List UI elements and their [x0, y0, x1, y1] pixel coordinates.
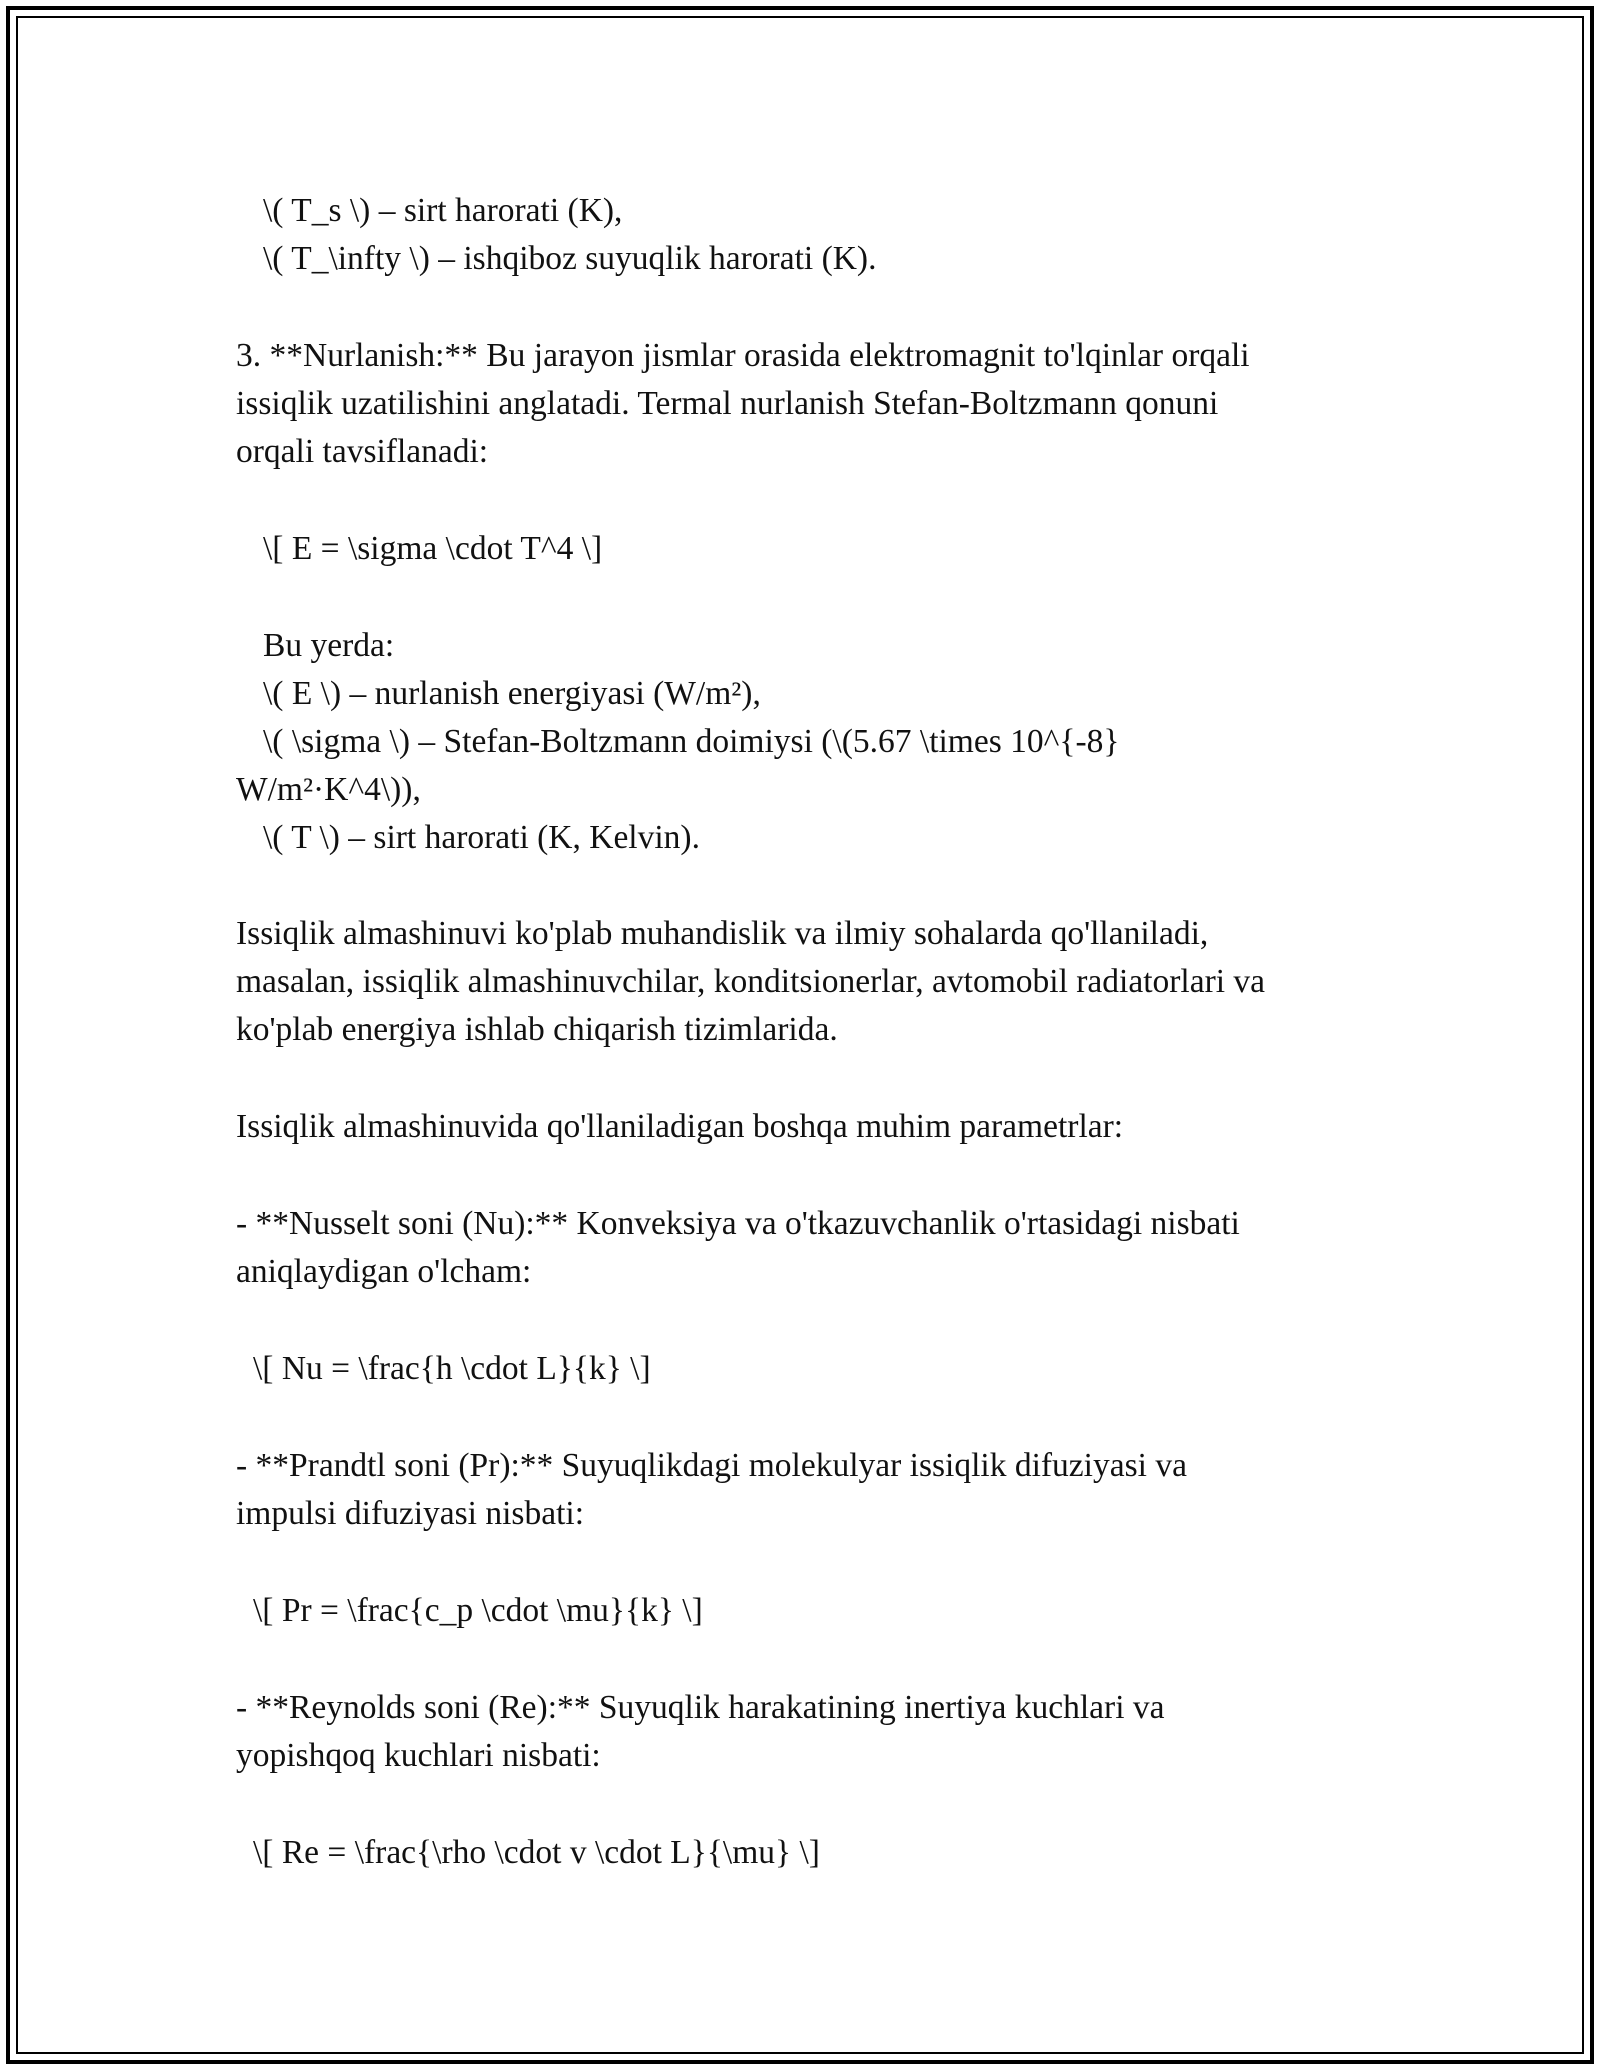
text-line-reynolds-2: yopishqoq kuchlari nisbati: [236, 1737, 601, 1774]
text-line-sigma-def: \( \sigma \) – Stefan-Boltzmann doimiysi (\(5.67 \times 10^{-8} [263, 723, 1120, 760]
text-line-t-def: \( T \) – sirt harorati (K, Kelvin). [263, 819, 700, 856]
text-line-sigma-unit: W/m²·K^4\)), [236, 771, 421, 808]
text-line-almashinuv-3: ko'plab energiya ishlab chiqarish tizimlarida. [236, 1011, 838, 1048]
text-line-parametrlar: Issiqlik almashinuvida qo'llaniladigan boshqa muhim parametrlar: [236, 1108, 1124, 1145]
formula-reynolds: \[ Re = \frac{\rho \cdot v \cdot L}{\mu} \] [253, 1834, 820, 1871]
text-line-nurlanish-2: issiqlik uzatilishini anglatadi. Termal nurlanish Stefan-Boltzmann qonuni [236, 385, 1219, 422]
text-line-ts: \( T_s \) – sirt harorati (K), [263, 192, 623, 229]
text-line-almashinuv-2: masalan, issiqlik almashinuvchilar, konditsionerlar, avtomobil radiatorlari va [236, 963, 1266, 1000]
text-line-nusselt-1: - **Nusselt soni (Nu):** Konveksiya va o'tkazuvchanlik o'rtasidagi nisbati [236, 1205, 1240, 1242]
text-line-prandtl-1: - **Prandtl soni (Pr):** Suyuqlikdagi molekulyar issiqlik difuziyasi va [236, 1447, 1187, 1484]
formula-prandtl: \[ Pr = \frac{c_p \cdot \mu}{k} \] [253, 1592, 703, 1629]
formula-stefan-boltzmann: \[ E = \sigma \cdot T^4 \] [263, 530, 603, 567]
formula-nusselt: \[ Nu = \frac{h \cdot L}{k} \] [253, 1350, 651, 1387]
text-line-nurlanish-3: orqali tavsiflanadi: [236, 433, 489, 470]
text-line-e-def: \( E \) – nurlanish energiyasi (W/m²), [263, 675, 761, 712]
text-line-nusselt-2: aniqlaydigan o'lcham: [236, 1253, 532, 1290]
text-line-reynolds-1: - **Reynolds soni (Re):** Suyuqlik harakatining inertiya kuchlari va [236, 1689, 1165, 1726]
text-line-almashinuv-1: Issiqlik almashinuvi ko'plab muhandislik va ilmiy sohalarda qo'llaniladi, [236, 915, 1209, 952]
text-line-nurlanish-1: 3. **Nurlanish:** Bu jarayon jismlar orasida elektromagnit to'lqinlar orqali [236, 337, 1250, 374]
text-line-prandtl-2: impulsi difuziyasi nisbati: [236, 1495, 585, 1532]
text-line-tinfty: \( T_\infty \) – ishqiboz suyuqlik harorati (K). [263, 240, 877, 277]
text-line-bu-yerda: Bu yerda: [263, 627, 395, 664]
